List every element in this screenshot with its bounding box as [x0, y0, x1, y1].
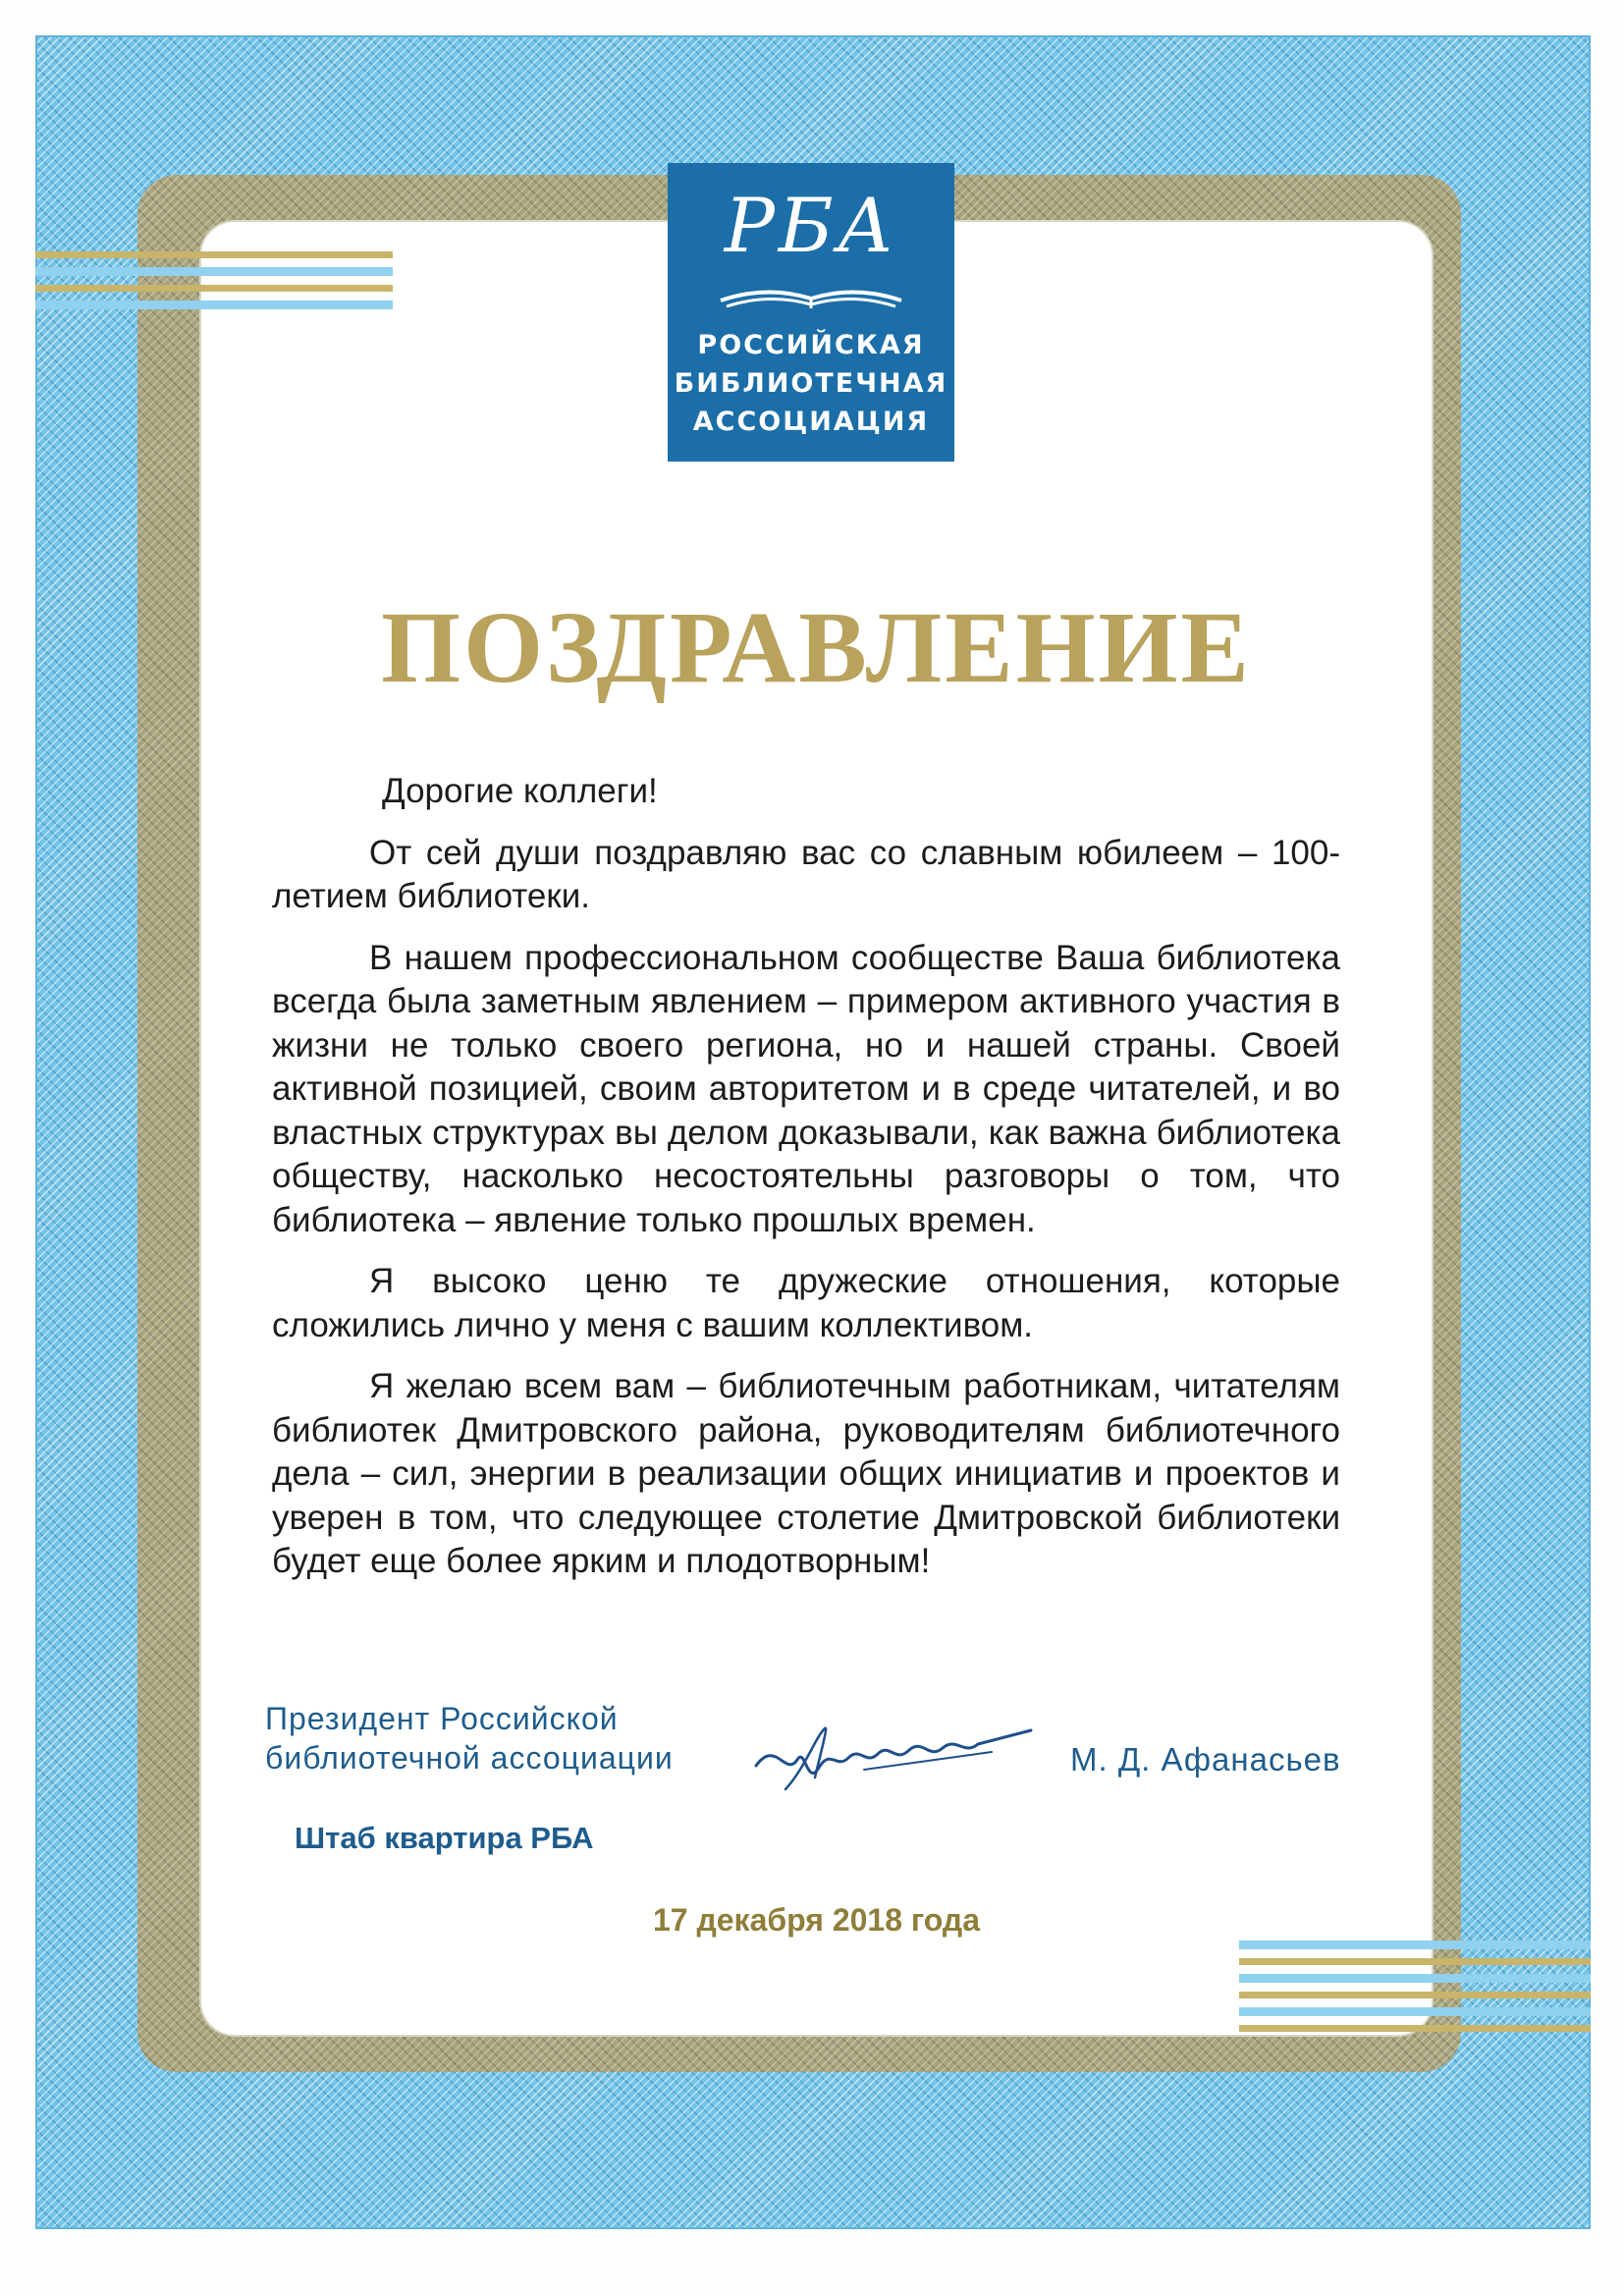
greeting: Дорогие коллеги!: [382, 772, 658, 810]
document-title: ПОЗДРАВЛЕНИЕ: [381, 591, 1252, 704]
signer-name: М. Д. Афанасьев: [1070, 1741, 1341, 1777]
signer-position-line: библиотечной ассоциации: [265, 1740, 674, 1776]
decorative-stripe-top-left-3: [35, 285, 393, 292]
letter-paragraph: Я желаю всем вам – библиотечным работникам, читателям библиотек Дмитровского района, руководителям библиотечного дела – сил, энергии в реализации общих инициатив и проектов и уверен в том, что следующее столетие Дмитровской библиотеки будет еще более ярким и плодотворным!: [272, 1367, 1340, 1580]
decorative-stripe-bottom-right-4: [1239, 1992, 1591, 1998]
decorative-stripe-top-left-2: [35, 267, 393, 276]
document-date: 17 декабря 2018 года: [652, 1902, 981, 1938]
decorative-stripe-bottom-right-6: [1239, 2025, 1591, 2032]
decorative-stripe-top-left-4: [35, 301, 393, 309]
letter-paragraph: Я высоко ценю те дружеские отношения, которые сложились лично у меня с вашим коллективом.: [272, 1262, 1340, 1344]
open-book-icon: [713, 271, 909, 310]
decorative-stripe-bottom-right-3: [1239, 1974, 1591, 1983]
signer-position: [265, 1699, 756, 1777]
decorative-stripe-top-left-1: [35, 251, 393, 258]
handwritten-signature: [746, 1709, 1041, 1797]
decorative-stripe-bottom-right-2: [1239, 1958, 1591, 1965]
decorative-stripe-bottom-right-1: [1239, 1941, 1591, 1949]
letter-body: [272, 770, 1340, 1602]
letter-paragraph: В нашем профессиональном сообществе Ваша библиотека всегда была заметным явлением – примером активного участия в жизни не только своего региона, но и нашей страны. Своей активной позицией, своим авторитетом и в среде читателей, и во властных структурах вы делом доказывали, как важна библиотека обществу, насколько несостоятельны разговоры о том, что библиотека – явление только прошлых времен.: [272, 938, 1340, 1239]
rba-logo: [668, 163, 954, 462]
signer-position-line: Президент Российской: [265, 1701, 619, 1736]
decorative-stripe-bottom-right-5: [1239, 2007, 1591, 2016]
logo-name-line: РОССИЙСКАЯ: [697, 330, 925, 360]
letter-paragraph: От сей души поздравляю вас со славным юбилеем – 100-летием библиотеки.: [272, 833, 1340, 915]
logo-name-line: БИБЛИОТЕЧНАЯ: [674, 368, 948, 399]
headquarters-label: Штаб квартира РБА: [295, 1821, 594, 1855]
logo-name: [668, 326, 954, 441]
logo-mark: РБА: [724, 182, 898, 269]
logo-name-line: АССОЦИАЦИЯ: [692, 407, 930, 437]
